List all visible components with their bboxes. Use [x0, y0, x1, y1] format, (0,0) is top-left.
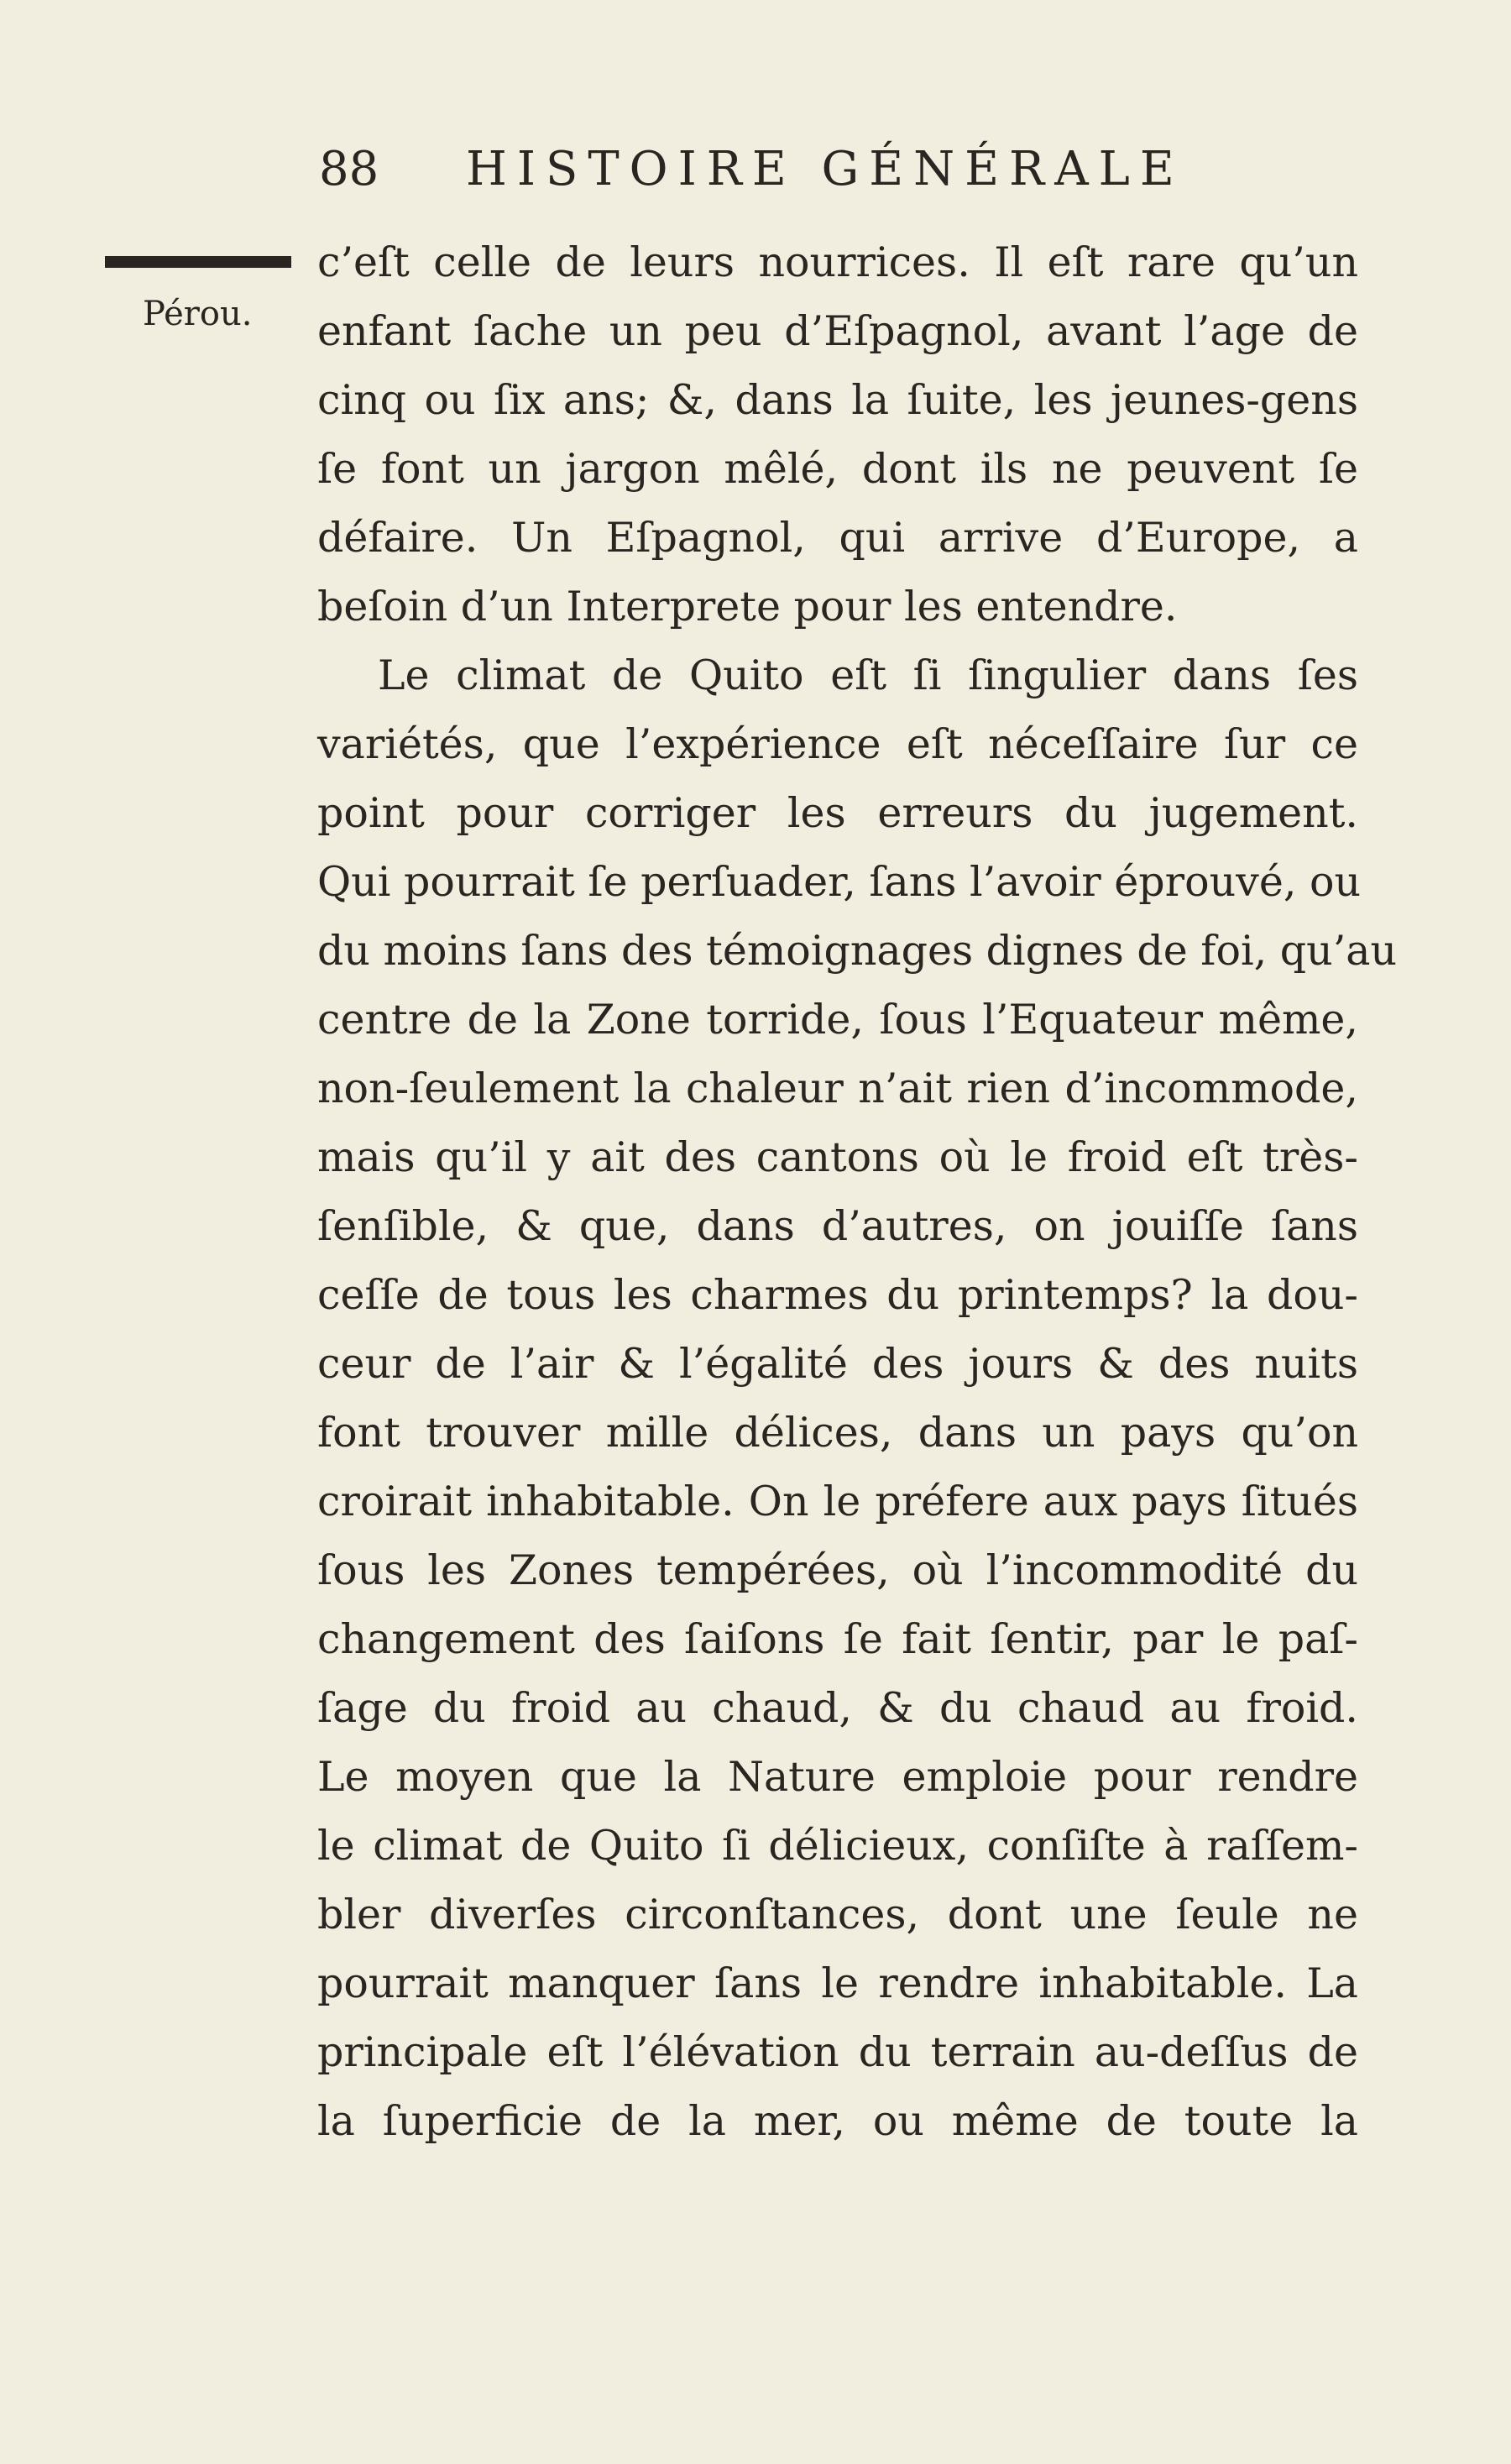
text-line: mais qu’il y ait des cantons où le froid eſt très- — [317, 1133, 1358, 1181]
text-line: Le climat de Quito eſt ſi ſingulier dans ſes — [378, 651, 1358, 699]
text-line: variétés, que l’expérience eſt néceſſaire ſur ce — [317, 720, 1358, 768]
text-line: Qui pourrait ſe perſuader, ſans l’avoir éprouvé, ou — [317, 858, 1362, 906]
text-line: défaire. Un Eſpagnol, qui arrive d’Europe, a — [317, 514, 1358, 562]
text-line: bler diverſes circonſtances, dont une ſeule ne — [317, 1891, 1358, 1938]
text-line: croirait inhabitable. On le préfere aux pays ſitués — [317, 1478, 1358, 1525]
text-line: point pour corriger les erreurs du jugement. — [317, 789, 1358, 837]
text-line: le climat de Quito ſi délicieux, conſiſte à raſſem- — [317, 1822, 1358, 1870]
text-line: cinq ou ſix ans; &, dans la ſuite, les jeunes-gens — [317, 376, 1358, 424]
text-line: non-ſeulement la chaleur n’ait rien d’incommode, — [317, 1065, 1358, 1112]
text-line: ceur de l’air & l’égalité des jours & des nuits — [317, 1340, 1358, 1388]
text-line: ſe font un jargon mêlé, dont ils ne peuvent ſe — [317, 445, 1358, 493]
margin-note: Pérou. — [143, 295, 253, 333]
text-line: ceſſe de tous les charmes du printemps? la dou- — [317, 1271, 1358, 1319]
text-line: ſenſible, & que, dans d’autres, on jouiſſe ſans — [317, 1202, 1358, 1250]
text-line: font trouver mille délices, dans un pays qu’on — [317, 1409, 1358, 1457]
margin-rule — [105, 256, 291, 268]
text-line: pourrait manquer ſans le rendre inhabitable. La — [317, 1959, 1358, 2007]
text-line: la ſuperficie de la mer, ou même de toute la — [317, 2097, 1358, 2145]
text-line: beſoin d’un Interprete pour les entendre. — [317, 583, 1178, 630]
running-head: HISTOIRE GÉNÉRALE — [466, 142, 1184, 196]
text-line: enfant ſache un peu d’Eſpagnol, avant l’age de — [317, 307, 1358, 355]
text-line: ſage du froid au chaud, & du chaud au froid. — [317, 1684, 1358, 1732]
page-number: 88 — [319, 142, 379, 196]
text-line: changement des ſaiſons ſe fait ſentir, par le paſ- — [317, 1615, 1358, 1663]
text-line: c’eſt celle de leurs nourrices. Il eſt rare qu’un — [317, 238, 1358, 286]
text-line: Le moyen que la Nature emploie pour rendre — [317, 1753, 1358, 1801]
text-line: du moins ſans des témoignages dignes de foi, qu’au — [317, 927, 1398, 975]
text-line: ſous les Zones tempérées, où l’incommodité du — [317, 1546, 1358, 1594]
body-text — [317, 228, 1398, 2156]
text-line: centre de la Zone torride, ſous l’Equateur même, — [317, 996, 1358, 1044]
text-line: principale eſt l’élévation du terrain au-deſſus de — [317, 2028, 1358, 2076]
